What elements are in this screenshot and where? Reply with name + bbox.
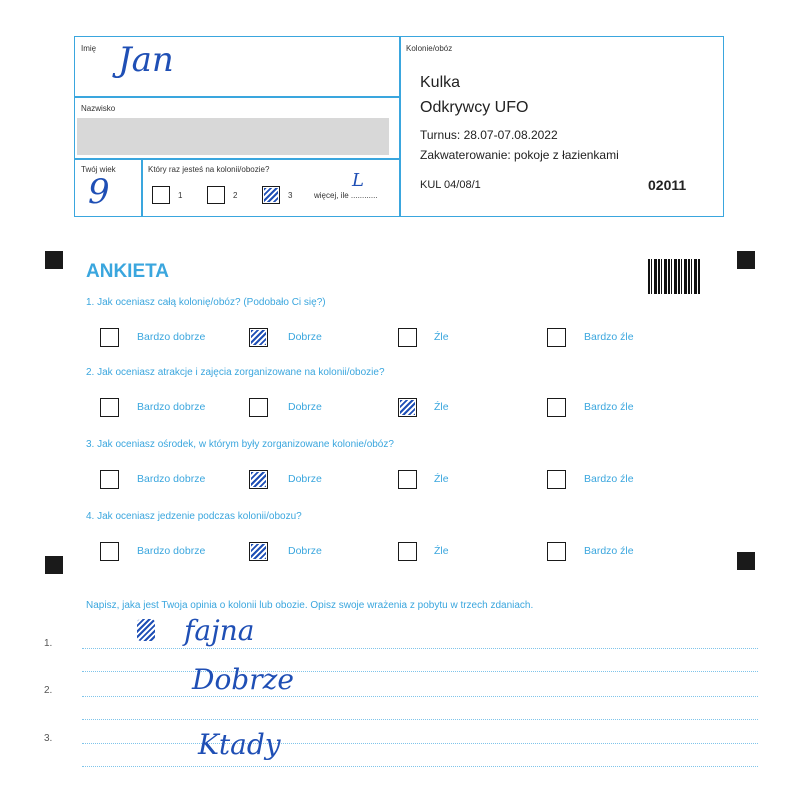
question-1-option-1-label: Bardzo dobrze — [137, 331, 206, 343]
question-1-option-1-checkbox[interactable] — [100, 328, 119, 347]
header-vdivider-age — [141, 158, 143, 217]
answer-line-3a — [82, 743, 758, 744]
ktory-raz-option-3: 3 — [288, 191, 293, 200]
answer-2-text[interactable]: Dobrze — [192, 663, 294, 696]
question-4-option-4-checkbox[interactable] — [547, 542, 566, 561]
nazwisko-label: Nazwisko — [81, 104, 116, 113]
question-3-option-2-label: Dobrze — [288, 473, 322, 485]
question-3-text: 3. Jak oceniasz ośrodek, w którym były zorganizowane kolonie/obóz? — [86, 439, 394, 450]
answer-1-text[interactable]: fajna — [184, 614, 255, 647]
question-4-option-2-label: Dobrze — [288, 545, 322, 557]
answer-number-3: 3. — [44, 733, 53, 744]
ktory-raz-label: Który raz jesteś na kolonii/obozie? — [148, 165, 270, 174]
registration-marker-top-left — [45, 251, 63, 269]
barcode-icon — [648, 259, 700, 294]
ktory-raz-option-1: 1 — [178, 191, 183, 200]
question-4-text: 4. Jak oceniasz jedzenie podczas kolonii/obozu? — [86, 511, 302, 522]
question-2-option-2-label: Dobrze — [288, 401, 322, 413]
question-4-option-3-label: Źle — [434, 545, 449, 557]
question-4-option-1-checkbox[interactable] — [100, 542, 119, 561]
answer-line-2b — [82, 719, 758, 720]
question-1-option-3-label: Źle — [434, 331, 449, 343]
kolonie-label: Kolonie/obóz — [406, 44, 453, 53]
question-2-option-2-checkbox[interactable] — [249, 398, 268, 417]
question-4-option-4-label: Bardzo źle — [584, 545, 634, 557]
check-mark — [400, 400, 415, 415]
registration-marker-bottom-left — [45, 556, 63, 574]
answer-3-text[interactable]: Ktady — [198, 728, 281, 761]
ktory-raz-checkbox-1[interactable] — [152, 186, 170, 204]
question-1-option-4-label: Bardzo źle — [584, 331, 634, 343]
question-1-text: 1. Jak oceniasz całą kolonię/obóz? (Podobało Ci się?) — [86, 297, 326, 308]
question-4-option-2-checkbox[interactable] — [249, 542, 268, 561]
ktory-raz-checkbox-3[interactable] — [262, 186, 280, 204]
question-1-option-2-checkbox[interactable] — [249, 328, 268, 347]
registration-marker-bottom-right — [737, 552, 755, 570]
answer-line-1b — [82, 671, 758, 672]
question-2-text: 2. Jak oceniasz atrakcje i zajęcia zorganizowane na kolonii/obozie? — [86, 367, 385, 378]
wiek-label: Twój wiek — [81, 165, 116, 174]
imie-label: Imię — [81, 44, 97, 53]
camp-theme: Odkrywcy UFO — [420, 99, 529, 116]
question-3-option-1-checkbox[interactable] — [100, 470, 119, 489]
nazwisko-redacted — [77, 118, 389, 155]
question-3-option-3-checkbox[interactable] — [398, 470, 417, 489]
question-1-option-3-checkbox[interactable] — [398, 328, 417, 347]
wiek-value[interactable]: 9 — [88, 172, 110, 212]
check-mark — [251, 330, 266, 345]
ktory-raz-checkbox-2[interactable] — [207, 186, 225, 204]
survey-title: ANKIETA — [86, 261, 170, 282]
header-hdivider-2 — [74, 158, 400, 160]
answer-number-1: 1. — [44, 638, 53, 649]
header-vertical-divider — [399, 36, 401, 217]
question-2-option-3-label: Źle — [434, 401, 449, 413]
check-mark — [264, 188, 278, 202]
question-3-option-3-label: Źle — [434, 473, 449, 485]
form-number: 02011 — [648, 177, 687, 193]
question-2-option-1-label: Bardzo dobrze — [137, 401, 206, 413]
registration-marker-top-right — [737, 251, 755, 269]
opinion-prompt: Napisz, jaka jest Twoja opinia o kolonii lub obozie. Opisz swoje wrażenia z pobytu w trzech zdaniach. — [86, 600, 534, 611]
question-2-option-4-label: Bardzo źle — [584, 401, 634, 413]
question-1-option-2-label: Dobrze — [288, 331, 322, 343]
answer-line-1a — [82, 648, 758, 649]
wiecej-value[interactable]: L — [352, 170, 364, 191]
camp-name: Kulka — [420, 74, 461, 91]
question-2-option-1-checkbox[interactable] — [100, 398, 119, 417]
check-mark — [251, 472, 266, 487]
zakwaterowanie-text: Zakwaterowanie: pokoje z łazienkami — [420, 148, 619, 162]
question-1-option-4-checkbox[interactable] — [547, 328, 566, 347]
header-hdivider-1 — [74, 96, 400, 98]
question-3-option-4-checkbox[interactable] — [547, 470, 566, 489]
answer-line-2a — [82, 696, 758, 697]
question-4-option-1-label: Bardzo dobrze — [137, 545, 206, 557]
question-2-option-3-checkbox[interactable] — [398, 398, 417, 417]
question-3-option-2-checkbox[interactable] — [249, 470, 268, 489]
check-mark — [251, 544, 266, 559]
question-3-option-1-label: Bardzo dobrze — [137, 473, 206, 485]
ktory-raz-option-2: 2 — [233, 191, 238, 200]
scribbled-out-mark — [137, 619, 155, 641]
wiecej-label: więcej, ile ............ — [314, 191, 378, 200]
answer-number-2: 2. — [44, 685, 53, 696]
question-4-option-3-checkbox[interactable] — [398, 542, 417, 561]
imie-value[interactable]: Jan — [118, 40, 174, 80]
turnus-text: Turnus: 28.07-07.08.2022 — [420, 128, 558, 142]
camp-code: KUL 04/08/1 — [420, 179, 481, 191]
answer-line-3b — [82, 766, 758, 767]
question-2-option-4-checkbox[interactable] — [547, 398, 566, 417]
question-3-option-4-label: Bardzo źle — [584, 473, 634, 485]
